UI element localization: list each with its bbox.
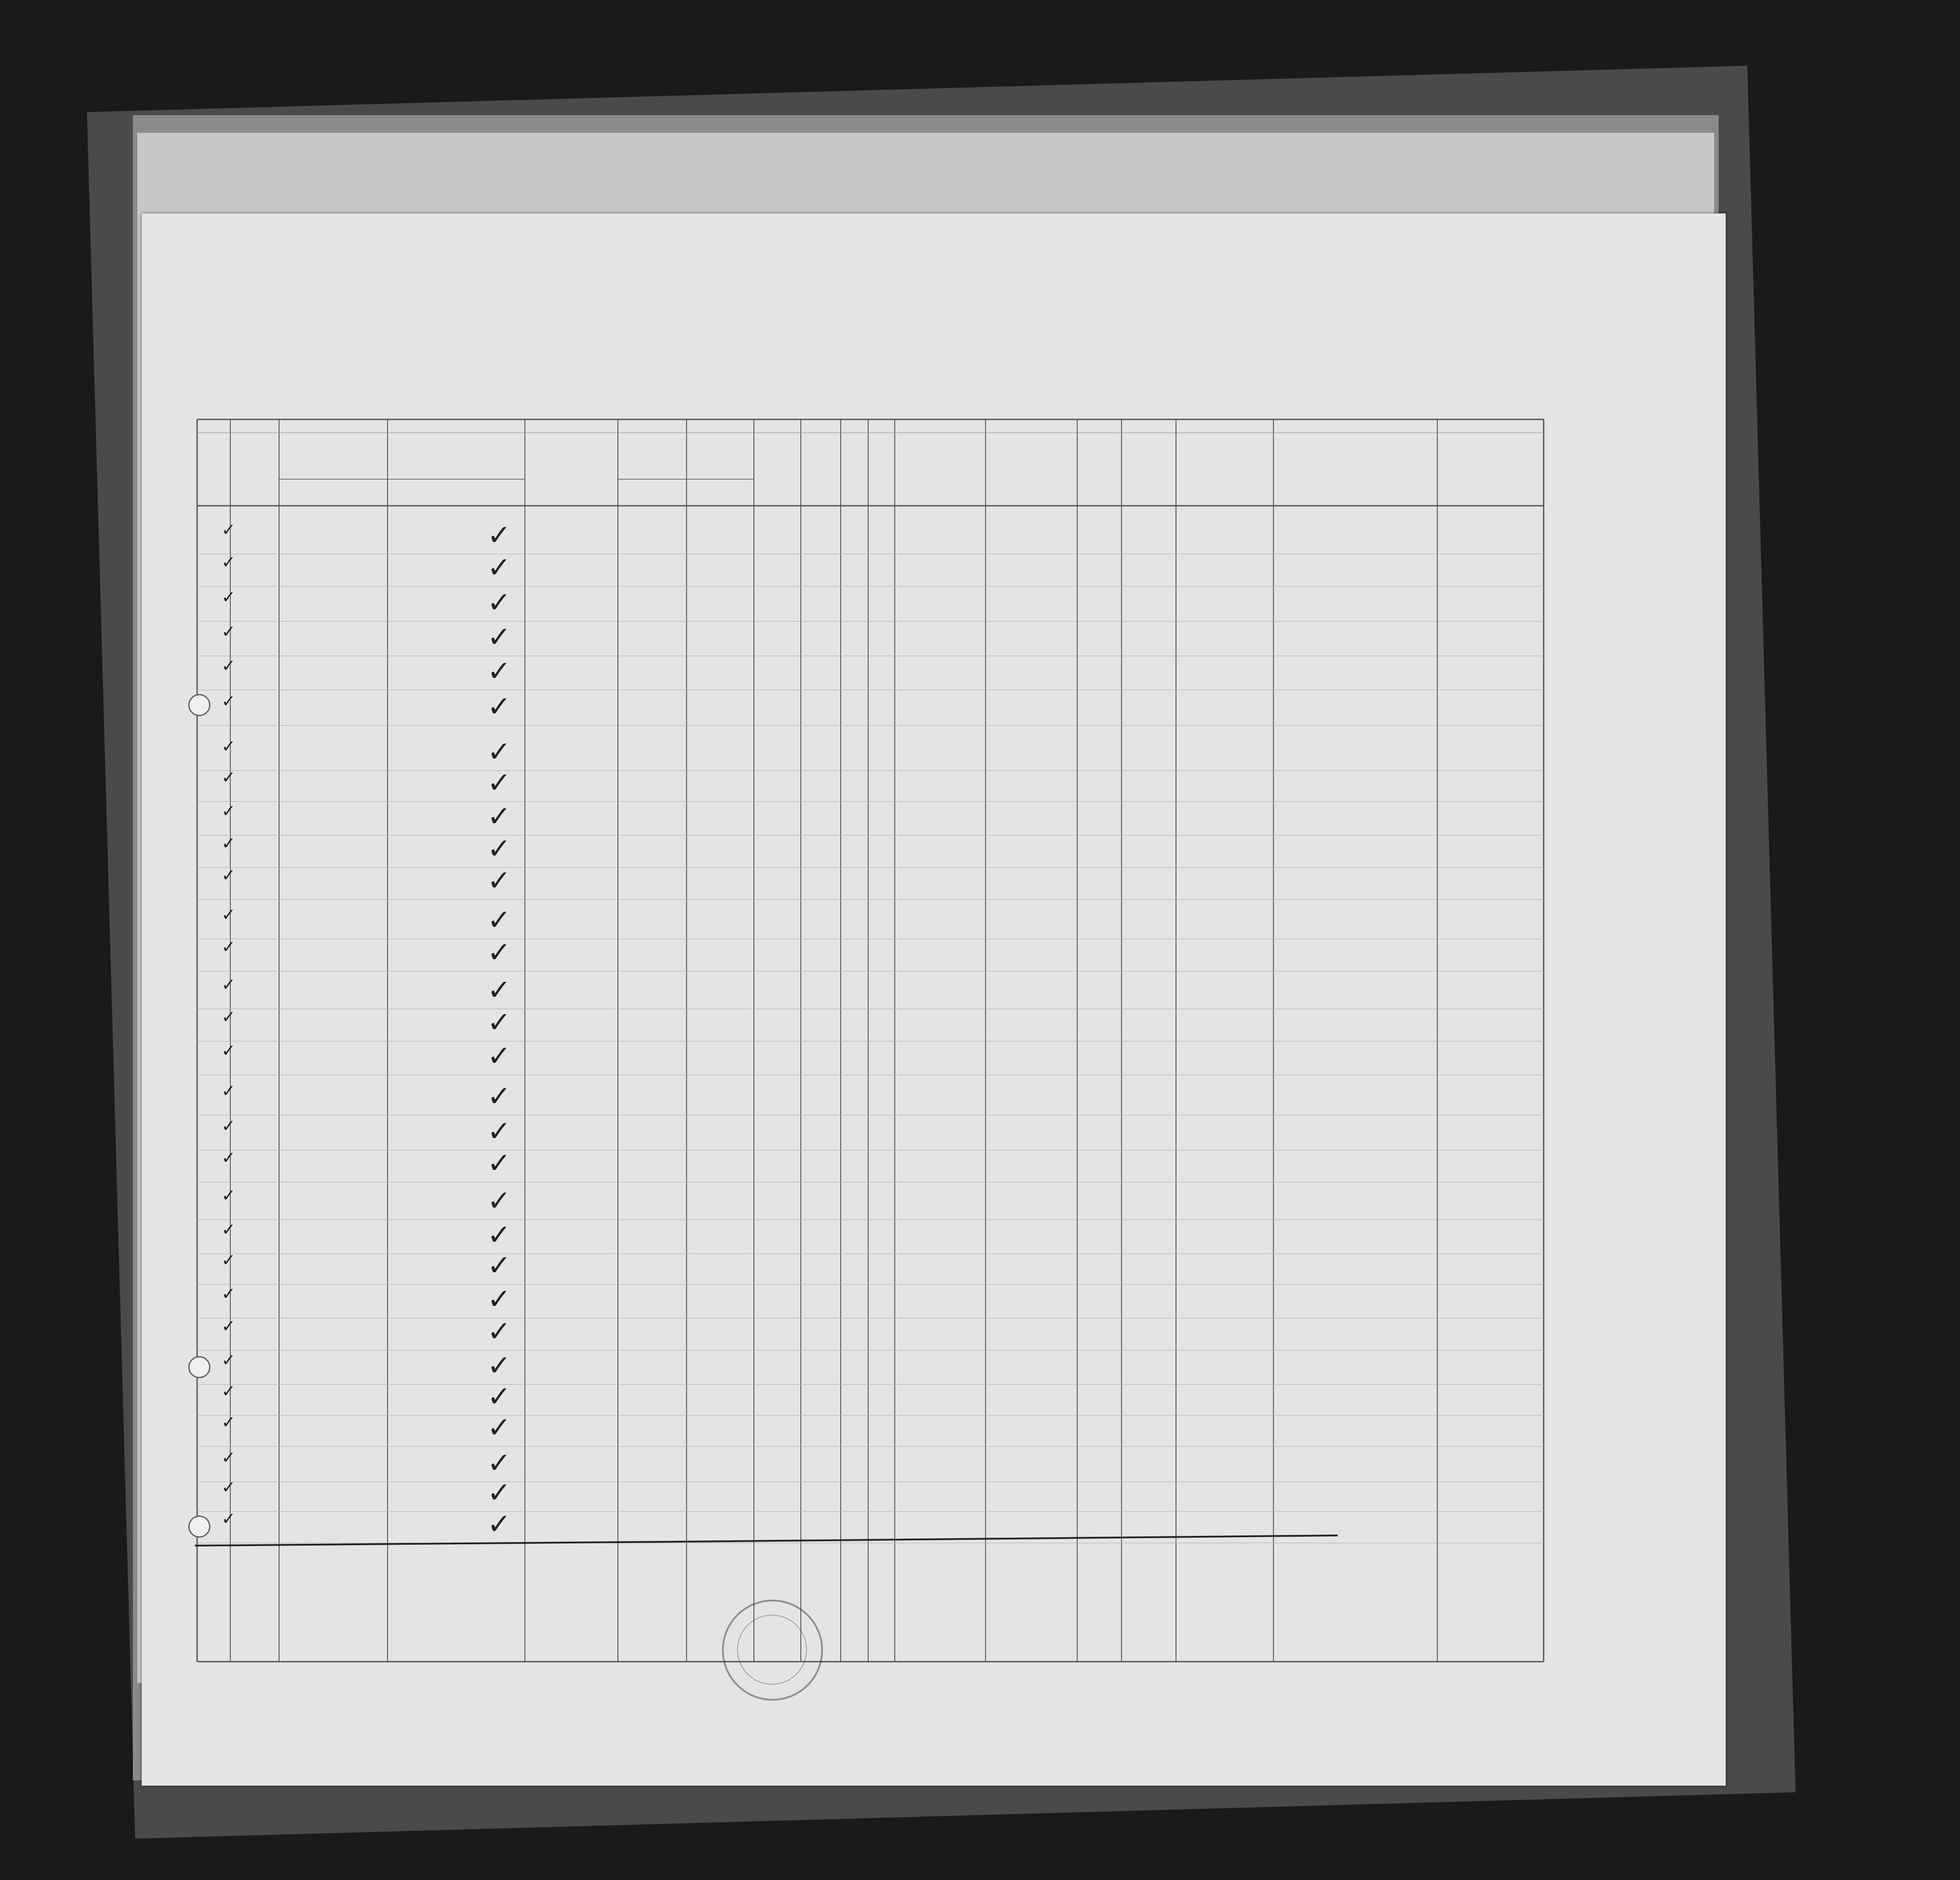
check-mark: ✓ [221,1316,236,1336]
check-mark: ✓ [487,1219,511,1252]
check-mark: ✓ [221,905,236,924]
binder-hole [188,1356,210,1378]
check-mark: ✓ [487,655,511,688]
check-mark: ✓ [487,1040,511,1073]
check-mark: ✓ [221,1041,236,1060]
check-mark: ✓ [221,865,236,885]
check-mark: ✓ [221,768,236,787]
binder-hole [188,694,210,716]
check-mark: ✓ [221,975,236,994]
check-mark: ✓ [221,1148,236,1167]
check-mark: ✓ [487,936,511,969]
check-mark: ✓ [487,1006,511,1039]
check-mark: ✓ [221,1509,236,1528]
check-mark: ✓ [221,691,236,711]
check-mark: ✓ [221,587,236,607]
check-mark: ✓ [487,1315,511,1348]
check-mark: ✓ [221,520,236,539]
check-mark: ✓ [487,586,511,619]
check-mark: ✓ [221,801,236,821]
check-mark: ✓ [487,1249,511,1282]
check-mark: ✓ [487,1380,511,1413]
check-mark: ✓ [487,519,511,552]
check-mark: ✓ [487,904,511,937]
check-mark: ✓ [487,767,511,799]
check-mark: ✓ [487,1508,511,1541]
check-mark: ✓ [221,1284,236,1303]
check-mark: ✓ [487,833,511,865]
check-mark: ✓ [487,1477,511,1509]
check-mark: ✓ [487,621,511,654]
check-mark: ✓ [487,690,511,723]
check-mark: ✓ [221,1477,236,1497]
check-mark: ✓ [221,1448,236,1467]
check-mark: ✓ [221,1081,236,1101]
check-mark: ✓ [487,974,511,1007]
handwritten-stroke [195,1535,1338,1546]
table-grid [142,213,1726,1786]
check-mark: ✓ [221,1116,236,1136]
check-mark: ✓ [487,736,511,768]
check-mark: ✓ [221,1350,236,1370]
check-mark: ✓ [487,1349,511,1382]
check-mark: ✓ [221,1250,236,1270]
manifest-page [142,213,1726,1786]
check-mark: ✓ [221,622,236,641]
check-mark: ✓ [221,1381,236,1401]
check-mark: ✓ [221,552,236,572]
check-mark: ✓ [221,937,236,957]
check-mark: ✓ [221,1007,236,1027]
official-seal [722,1600,823,1701]
check-mark: ✓ [487,1147,511,1180]
check-mark: ✓ [487,1447,511,1480]
check-mark: ✓ [487,800,511,833]
check-mark: ✓ [221,1220,236,1239]
check-mark: ✓ [487,1411,511,1444]
check-mark: ✓ [221,736,236,756]
check-mark: ✓ [221,833,236,853]
check-mark: ✓ [487,1080,511,1113]
check-mark: ✓ [221,656,236,675]
check-mark: ✓ [487,864,511,897]
check-mark: ✓ [221,1412,236,1432]
check-mark: ✓ [487,1283,511,1316]
binder-hole [188,1516,210,1538]
check-mark: ✓ [487,551,511,584]
vessel-line [332,382,1776,408]
check-mark: ✓ [487,1115,511,1148]
check-mark: ✓ [487,1185,511,1217]
check-mark: ✓ [221,1186,236,1205]
